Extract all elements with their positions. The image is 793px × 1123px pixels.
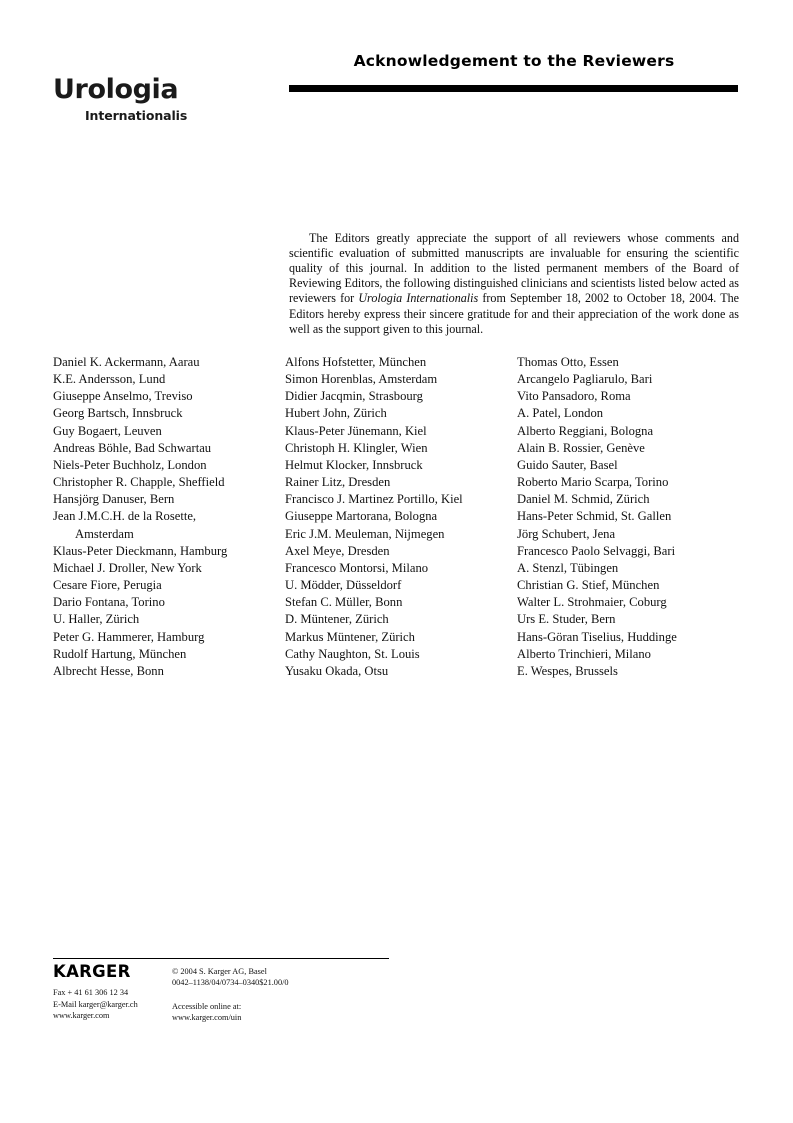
reviewer-column-2 — [285, 354, 517, 680]
reviewer-entry: Rainer Litz, Dresden — [285, 475, 391, 490]
reviewer-entry: Alfons Hofstetter, München — [285, 355, 427, 369]
reviewer-entry: Roberto Mario Scarpa, Torino — [517, 475, 669, 490]
reviewer-entry: Eric J.M. Meuleman, Nijmegen — [285, 526, 445, 541]
page-title: Acknowledgement to the Reviewers — [353, 52, 675, 70]
footer-email[interactable]: E-Mail karger@karger.ch — [53, 999, 138, 1009]
journal-name-italic: Urologia Internationalis — [358, 291, 479, 306]
reviewer-entry: Markus Müntener, Zürich — [285, 629, 415, 644]
footer-copyright-group — [172, 966, 453, 989]
intro-text-part2: from September 18, 2002 to October 18, 2004. The Editors hereby express their sincere gratitude for and their appreciation of the work done as well as the support given to this journal. — [289, 291, 740, 336]
reviewer-entry: Giuseppe Anselmo, Treviso — [53, 389, 193, 404]
reviewer-column-3 — [517, 354, 749, 680]
intro-text-part1: The Editors greatly appreciate the support of all reviewers whose comments and scientific evaluation of submitted manuscripts are invaluable for ensuring the scientific quality of this journal. In addition to the listed permanent members of the Board of Reviewing Editors, the following distinguished clinicians and scientists listed below acted as reviewers for — [289, 231, 739, 306]
reviewer-column-1 — [53, 354, 285, 680]
reviewer-entry: Axel Meye, Dresden — [285, 543, 390, 558]
reviewer-entry: A. Patel, London — [517, 406, 604, 421]
reviewer-entry: Christopher R. Chapple, Sheffield — [53, 475, 225, 490]
reviewer-entry-continuation: Amsterdam — [75, 526, 134, 541]
journal-logo-subtitle: Internationalis — [85, 108, 188, 123]
reviewer-entry: Guy Bogaert, Leuven — [53, 423, 162, 438]
reviewer-entry: Guido Sauter, Basel — [517, 457, 618, 472]
reviewer-entry: Dario Fontana, Torino — [53, 595, 165, 610]
journal-logo-title: Urologia — [53, 74, 179, 105]
footer-issn-line: 0042–1138/04/0734–0340$21.00/0 — [172, 978, 289, 988]
reviewer-entry: Didier Jacqmin, Strasbourg — [285, 389, 423, 404]
reviewer-entry: Niels-Peter Buchholz, London — [53, 457, 207, 472]
reviewer-entry: Alain B. Rossier, Genève — [517, 440, 645, 455]
footer-copyright-block — [172, 963, 453, 1024]
reviewer-entry: Daniel M. Schmid, Zürich — [517, 492, 650, 507]
reviewer-entry: Jörg Schubert, Jena — [517, 526, 616, 541]
reviewer-entry: Rudolf Hartung, München — [53, 646, 187, 661]
reviewer-entry: Klaus-Peter Jünemann, Kiel — [285, 423, 427, 438]
reviewer-entry: Vito Pansadoro, Roma — [517, 389, 631, 404]
footer-copyright: © 2004 S. Karger AG, Basel — [172, 967, 267, 976]
reviewer-entry: Peter G. Hammerer, Hamburg — [53, 629, 205, 644]
footer-website[interactable]: www.karger.com — [53, 1011, 110, 1021]
footer-divider-rule — [53, 958, 389, 959]
reviewer-entry: Urs E. Studer, Bern — [517, 612, 616, 627]
reviewer-entry: Stefan C. Müller, Bonn — [285, 595, 403, 610]
reviewer-entry: Francisco J. Martinez Portillo, Kiel — [285, 492, 463, 507]
reviewer-entry: Francesco Paolo Selvaggi, Bari — [517, 543, 676, 558]
reviewer-entry: D. Müntener, Zürich — [285, 612, 389, 627]
footer-publisher-block — [53, 963, 172, 1024]
reviewer-entry: Michael J. Droller, New York — [53, 560, 202, 575]
reviewer-entry: Helmut Klocker, Innsbruck — [285, 457, 423, 472]
reviewer-entry: Daniel K. Ackermann, Aarau — [53, 355, 200, 369]
journal-masthead-logo — [53, 76, 273, 123]
reviewer-entry: Georg Bartsch, Innsbruck — [53, 406, 183, 421]
footer-online-label: Accessible online at: — [172, 1001, 242, 1011]
reviewer-entry: Thomas Otto, Essen — [517, 355, 619, 369]
reviewer-entry: Francesco Montorsi, Milano — [285, 560, 429, 575]
reviewer-entry: Cathy Naughton, St. Louis — [285, 646, 420, 661]
footer-online-url[interactable]: www.karger.com/uin — [172, 1013, 242, 1023]
reviewer-list — [53, 354, 743, 680]
intro-paragraph — [289, 231, 739, 337]
reviewer-entry: Jean J.M.C.H. de la Rosette, Amsterdam — [53, 508, 285, 542]
title-divider-rule — [289, 85, 738, 92]
reviewer-entry: Yusaku Okada, Otsu — [285, 663, 389, 678]
reviewer-entry: Christian G. Stief, München — [517, 578, 660, 593]
reviewer-entry: Klaus-Peter Dieckmann, Hamburg — [53, 543, 228, 558]
reviewer-entry: Hubert John, Zürich — [285, 406, 387, 421]
reviewer-entry: Giuseppe Martorana, Bologna — [285, 509, 438, 524]
reviewer-entry: Alberto Reggiani, Bologna — [517, 423, 654, 438]
reviewer-entry: Walter L. Strohmaier, Coburg — [517, 595, 667, 610]
reviewer-entry: E. Wespes, Brussels — [517, 663, 618, 678]
reviewer-entry: A. Stenzl, Tübingen — [517, 560, 619, 575]
reviewer-entry: Alberto Trinchieri, Milano — [517, 646, 651, 661]
reviewer-entry: Arcangelo Pagliarulo, Bari — [517, 372, 653, 387]
reviewer-entry: Simon Horenblas, Amsterdam — [285, 372, 438, 387]
publisher-footer — [53, 963, 453, 1024]
reviewer-entry: Hansjörg Danuser, Bern — [53, 492, 175, 507]
reviewer-entry: Albrecht Hesse, Bonn — [53, 663, 164, 678]
reviewer-entry: Cesare Fiore, Perugia — [53, 578, 162, 593]
reviewer-entry: Hans-Peter Schmid, St. Gallen — [517, 509, 672, 524]
reviewer-entry: Hans-Göran Tiselius, Huddinge — [517, 629, 677, 644]
karger-wordmark: KARGER — [53, 962, 131, 981]
footer-fax: Fax + 41 61 306 12 34 — [53, 988, 129, 998]
reviewer-entry: U. Haller, Zürich — [53, 612, 140, 627]
reviewer-entry: U. Mödder, Düsseldorf — [285, 578, 402, 593]
reviewer-entry: K.E. Andersson, Lund — [53, 372, 166, 387]
footer-online-group — [172, 1001, 453, 1024]
reviewer-entry: Christoph H. Klingler, Wien — [285, 440, 428, 455]
reviewer-entry: Andreas Böhle, Bad Schwartau — [53, 440, 212, 455]
